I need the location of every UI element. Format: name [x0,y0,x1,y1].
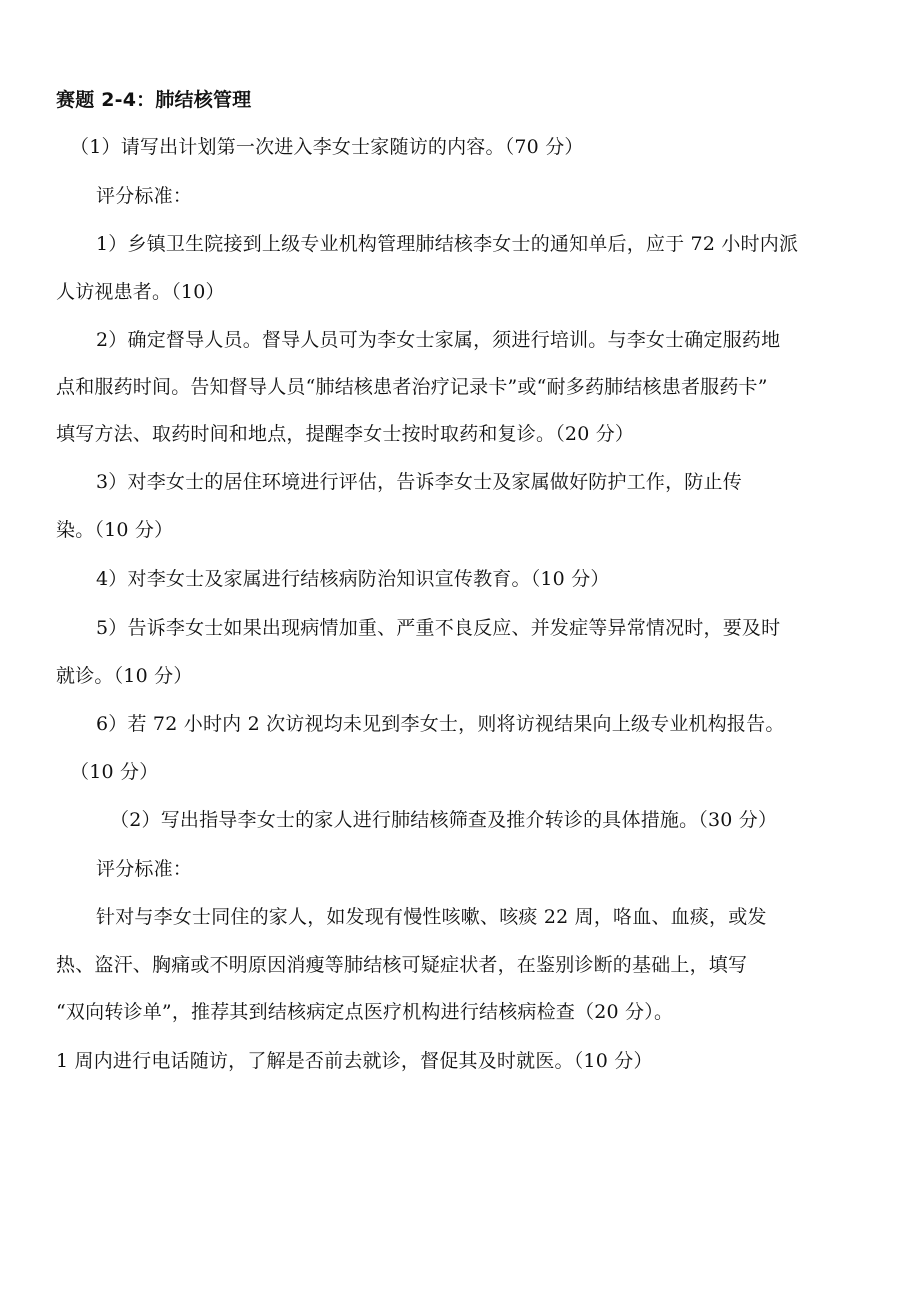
q2-text-line-1: 针对与李女士同住的家人，如发现有慢性咳嗽、咳痰 22 周，咯血、血痰，或发 [96,906,767,928]
q1-item-2-line-1: 2）确定督导人员。督导人员可为李女士家属，须进行培训。与李女士确定服药地 [96,329,781,351]
q1-item-3-line-2: 染。（10 分） [56,519,174,541]
q1-item-1-line-2: 人访视患者。（10） [56,281,225,303]
q1-item-4-line-1: 4）对李女士及家属进行结核病防治知识宣传教育。（10 分） [96,568,610,590]
question-2-criteria-label: 评分标准： [96,858,193,880]
q1-item-6-line-1: 6）若 72 小时内 2 次访视均未见到李女士，则将访视结果向上级专业机构报告。 [96,713,785,735]
q1-item-6-line-2: （10 分） [70,761,159,783]
q2-text-line-2: 热、盗汗、胸痛或不明原因消瘦等肺结核可疑症状者，在鉴别诊断的基础上，填写 [56,954,748,976]
question-1-heading: （1）请写出计划第一次进入李女士家随访的内容。（70 分） [70,136,584,158]
document-title: 赛题 2-4：肺结核管理 [56,89,252,111]
question-2-heading: （2）写出指导李女士的家人进行肺结核筛查及推介转诊的具体措施。（30 分） [110,809,778,831]
q2-text-line-4: 1 周内进行电话随访，了解是否前去就诊，督促其及时就医。（10 分） [56,1050,653,1072]
q1-item-2-line-2: 点和服药时间。告知督导人员“肺结核患者治疗记录卡”或“耐多药肺结核患者服药卡” [56,376,768,398]
q1-item-5-line-1: 5）告诉李女士如果出现病情加重、严重不良反应、并发症等异常情况时，要及时 [96,617,781,639]
q1-item-1-line-1: 1）乡镇卫生院接到上级专业机构管理肺结核李女士的通知单后，应于 72 小时内派 [96,233,799,255]
q2-text-line-3: “双向转诊单”，推荐其到结核病定点医疗机构进行结核病检查（20 分）。 [56,1001,674,1023]
q1-item-5-line-2: 就诊。（10 分） [56,665,193,687]
q1-item-2-line-3: 填写方法、取药时间和地点，提醒李女士按时取药和复诊。（20 分） [56,423,635,445]
q1-item-3-line-1: 3）对李女士的居住环境进行评估，告诉李女士及家属做好防护工作，防止传 [96,471,742,493]
question-1-criteria-label: 评分标准： [96,185,193,207]
